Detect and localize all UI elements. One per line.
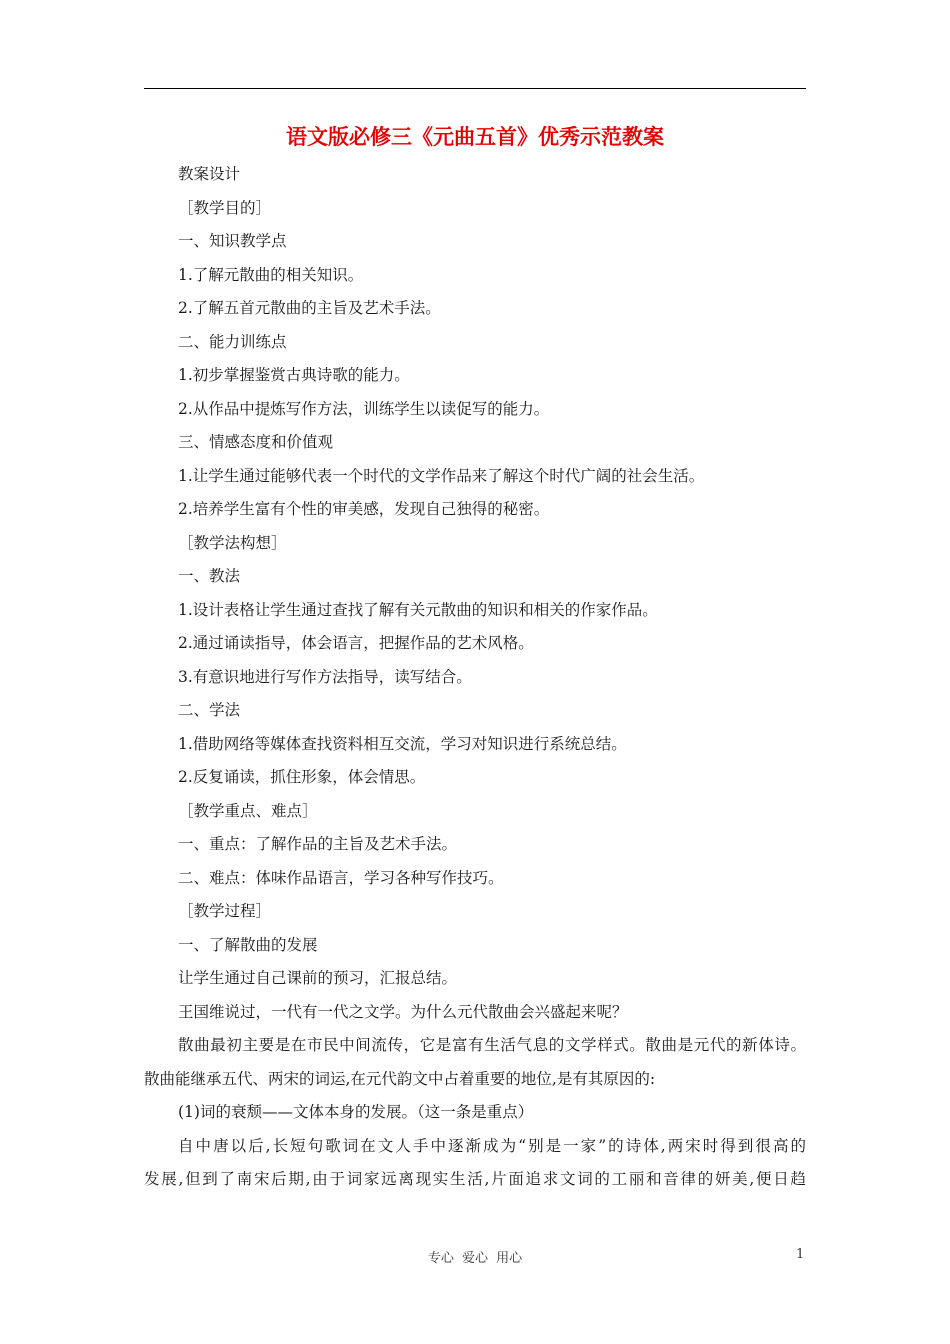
paragraph-line: 二、能力训练点 — [178, 332, 287, 351]
paragraph-line: 发展,但到了南宋后期,由于词家远离现实生活,片面追求文词的工丽和音律的妍美,便日趋 — [144, 1170, 806, 1188]
paragraph-line: 2.培养学生富有个性的审美感，发现自己独得的秘密。 — [178, 500, 550, 518]
paragraph-line: 二、难点：体味作品语言，学习各种写作技巧。 — [178, 868, 504, 887]
paragraph-line: 一、知识教学点 — [178, 232, 287, 250]
paragraph-line: 散曲能继承五代、两宋的词运,在元代韵文中占着重要的地位,是有其原因的: — [144, 1069, 656, 1088]
paragraph-line: 2.从作品中提炼写作方法，训练学生以读促写的能力。 — [178, 399, 550, 418]
paragraph-line: ［教学过程］ — [178, 902, 272, 920]
footer-text: 专心 爱心 用心 — [427, 1251, 523, 1266]
paragraph-line: 1.借助网络等媒体查找资料相互交流，学习对知识进行系统总结。 — [178, 734, 627, 753]
paragraph-line: 一、了解散曲的发展 — [178, 935, 318, 954]
paragraph-line: ［教学目的］ — [178, 198, 272, 217]
paragraph-line: 1.让学生通过能够代表一个时代的文学作品来了解这个时代广阔的社会生活。 — [178, 466, 705, 485]
paragraph-line: 2.反复诵读，抓住形象，体会情思。 — [178, 768, 426, 786]
paragraph-line: 一、教法 — [178, 567, 241, 585]
document-title: 语文版必修三《元曲五首》优秀示范教案 — [286, 124, 664, 149]
page-number: 1 — [796, 1247, 805, 1262]
paragraph-line: 让学生通过自己课前的预习，汇报总结。 — [178, 969, 458, 987]
paragraph-line: 散曲最初主要是在市民中间流传，它是富有生活气息的文学样式。散曲是元代的新体诗。 — [178, 1036, 806, 1054]
document-body — [144, 158, 806, 1197]
paragraph-line: 一、重点：了解作品的主旨及艺术手法。 — [178, 835, 458, 853]
paragraph-line: (1)词的衰颓——文体本身的发展。（这一条是重点） — [178, 1103, 534, 1121]
paragraph-line: 自中唐以后,长短句歌词在文人手中逐渐成为“别是一家”的诗体,两宋时得到很高的 — [178, 1136, 806, 1155]
paragraph-line: 1.设计表格让学生通过查找了解有关元散曲的知识和相关的作家作品。 — [178, 600, 658, 619]
paragraph-line: 教案设计 — [178, 165, 241, 183]
paragraph-line: 1.了解元散曲的相关知识。 — [178, 265, 364, 284]
paragraph-line: ［教学重点、难点］ — [178, 801, 318, 820]
paragraph-line: 2.通过诵读指导，体会语言，把握作品的艺术风格。 — [178, 634, 534, 652]
paragraph-line: 2.了解五首元散曲的主旨及艺术手法。 — [178, 299, 441, 317]
paragraph-line: 王国维说过，一代有一代之文学。为什么元代散曲会兴盛起来呢？ — [178, 1002, 628, 1021]
paragraph-line: 1.初步掌握鉴赏古典诗歌的能力。 — [178, 366, 410, 384]
paragraph-line: 三、情感态度和价值观 — [178, 433, 334, 451]
paragraph-line: ［教学法构想］ — [178, 533, 287, 552]
paragraph-line: 3.有意识地进行写作方法指导，读写结合。 — [178, 667, 472, 686]
header-rule — [144, 88, 806, 89]
paragraph-line: 二、学法 — [178, 701, 241, 719]
